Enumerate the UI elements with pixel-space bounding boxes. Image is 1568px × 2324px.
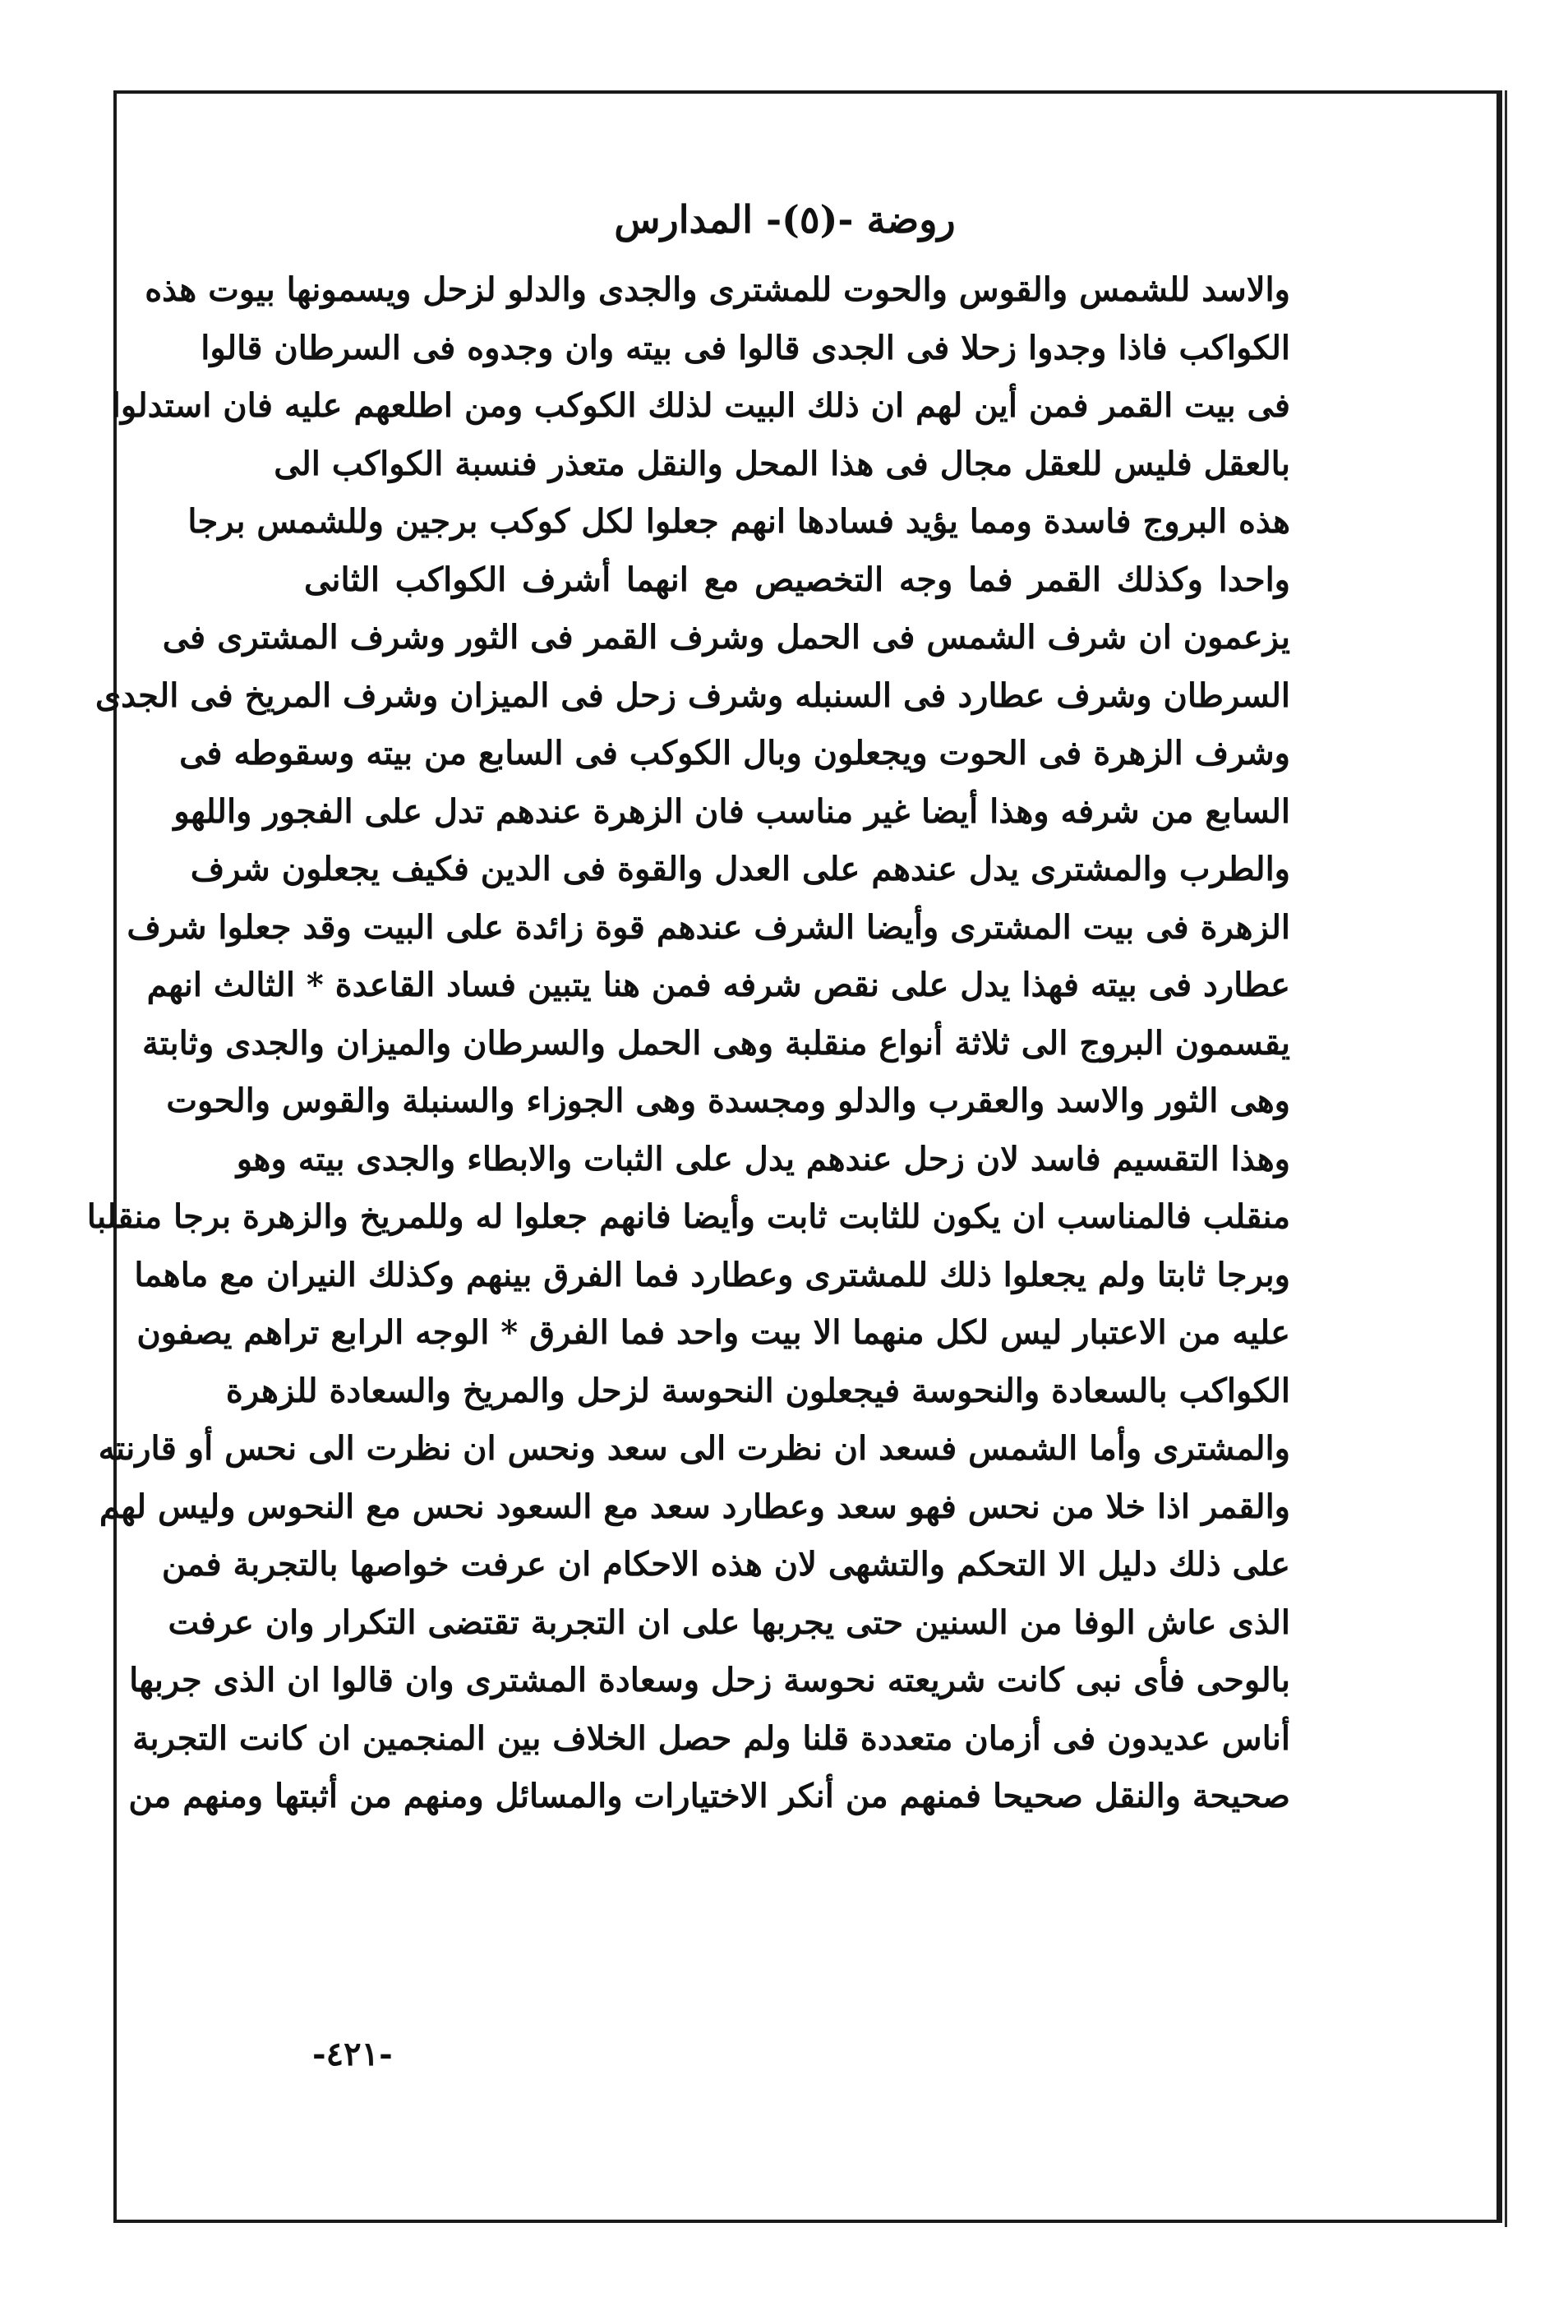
body-text	[86, 261, 1290, 1826]
text-line: فى بيت القمر فمن أين لهم ان ذلك البيت لذلك الكوكب ومن اطلعهم عليه فان استدلوا	[111, 386, 1290, 425]
text-line: الكواكب فاذا وجدوا زحلا فى الجدى قالوا فى بيته وان وجدوه فى السرطان قالوا	[201, 328, 1290, 367]
text-line: الزهرة فى بيت المشترى وأيضا الشرف عندهم قوة زائدة على البيت وقد جعلوا شرف	[127, 907, 1290, 947]
text-line: عطارد فى بيته فهذا يدل على نقص شرفه فمن هنا يتبين فساد القاعدة * الثالث انهم	[146, 966, 1290, 1004]
text-line: عليه من الاعتبار ليس لكل منهما الا بيت واحد فما الفرق * الوجه الرابع تراهم يصفون	[136, 1313, 1290, 1352]
text-line: أناس عديدون فى أزمان متعددة قلنا ولم حصل الخلاف بين المنجمين ان كانت التجربة	[132, 1718, 1290, 1758]
text-line: السرطان وشرف عطارد فى السنبله وشرف زحل فى الميزان وشرف المريخ فى الجدى	[95, 676, 1290, 715]
text-line: والمشترى وأما الشمس فسعد ان نظرت الى سعد ونحس ان نظرت الى نحس أو قارنته	[98, 1429, 1290, 1468]
text-line: وهذا التقسيم فاسد لان زحل عندهم يدل على الثبات والابطاء والجدى بيته وهو	[236, 1139, 1290, 1178]
text-line: على ذلك دليل الا التحكم والتشهى لان هذه الاحكام ان عرفت خواصها بالتجربة فمن	[161, 1545, 1290, 1584]
text-line: هذه البروج فاسدة ومما يؤيد فسادها انهم جعلوا لكل كوكب برجين وللشمس برجا	[187, 502, 1290, 541]
page-edge-shadow	[1505, 90, 1507, 2227]
page-number: -٤٢١-	[312, 2035, 393, 2073]
text-line: منقلب فالمناسب ان يكون للثابت ثابت وأيضا فانهم جعلوا له وللمريخ والزهرة برجا منقلبا	[86, 1197, 1290, 1236]
text-line: صحيحة والنقل صحيحا فمنهم من أنكر الاختيارات والمسائل ومنهم من أثبتها ومنهم من	[128, 1777, 1290, 1815]
text-line: يزعمون ان شرف الشمس فى الحمل وشرف القمر فى الثور وشرف المشترى فى	[162, 618, 1290, 657]
text-line: والطرب والمشترى يدل عندهم على العدل والقوة فى الدين فكيف يجعلون شرف	[190, 850, 1290, 888]
text-line: يقسمون البروج الى ثلاثة أنواع منقلبة وهى الحمل والسرطان والميزان والجدى وثابتة	[141, 1023, 1290, 1063]
text-line: وهى الثور والاسد والعقرب والدلو ومجسدة وهى الجوزاء والسنبلة والقوس والحوت	[166, 1081, 1290, 1120]
text-line: واحدا وكذلك القمر فما وجه التخصيص مع انهما أشرف الكواكب الثانى	[304, 560, 1290, 599]
text-line: بالوحى فأى نبى كانت شريعته نحوسة زحل وسعادة المشترى وان قالوا ان الذى جربها	[129, 1661, 1290, 1699]
text-line: والقمر اذا خلا من نحس فهو سعد وعطارد سعد مع السعود نحس مع النحوس وليس لهم	[99, 1487, 1290, 1526]
text-line: الذى عاش الوفا من السنين حتى يجربها على ان التجربة تقتضى التكرار وان عرفت	[168, 1602, 1290, 1642]
text-line: بالعقل فليس للعقل مجال فى هذا المحل والنقل متعذر فنسبة الكواكب الى	[274, 444, 1290, 483]
text-line: السابع من شرفه وهذا أيضا غير مناسب فان الزهرة عندهم تدل على الفجور واللهو	[173, 791, 1290, 831]
text-line: وشرف الزهرة فى الحوت ويجعلون وبال الكوكب فى السابع من بيته وسقوطه فى	[179, 734, 1290, 772]
text-line: والاسد للشمس والقوس والحوت للمشترى والجدى والدلو لزحل ويسمونها بيوت هذه	[145, 270, 1290, 309]
running-head: روضة -(٥)- المدارس	[614, 197, 956, 242]
text-line: وبرجا ثابتا ولم يجعلوا ذلك للمشترى وعطارد فما الفرق بينهم وكذلك النيران مع ماهما	[134, 1255, 1290, 1294]
text-line: الكواكب بالسعادة والنحوسة فيجعلون النحوسة لزحل والمريخ والسعادة للزهرة	[225, 1371, 1290, 1410]
